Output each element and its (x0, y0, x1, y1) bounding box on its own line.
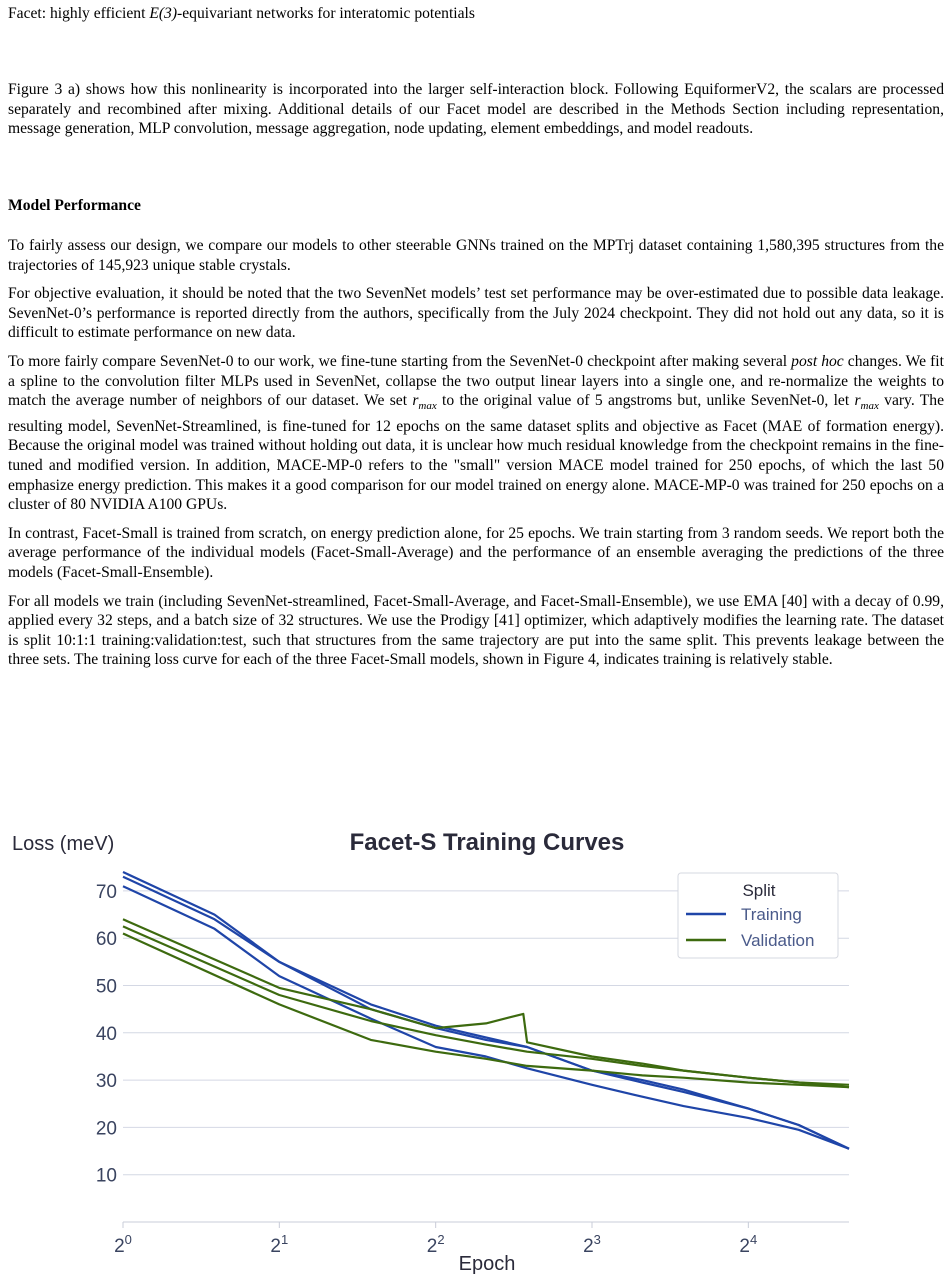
chart-title: Facet-S Training Curves (349, 829, 625, 856)
x-tick-label: $2^0$ (114, 1232, 132, 1257)
math-symbol: r (854, 392, 861, 410)
paragraph: For objective evaluation, it should be noted that the two SevenNet models’ test set performance may be over-estimated due to possible data leakage. SevenNet-0’s performance is reported directly from the authors, specifically from the July 2024 checkpoint. They did not hold out any data, so it is difficult to estimate performance on new data. (8, 285, 944, 342)
running-head-text-end: -equivariant networks for interatomic potentials (177, 5, 475, 22)
legend-label-validation: Validation (741, 931, 815, 950)
text-run: changes. We fit a spline to the convolution filter MLPs used in SevenNet, collapse the two output linear layers into a single one, and re-normalize the weights to match the average number of neighbors of our dataset. We set (8, 352, 944, 410)
y-tick-label: 20 (95, 1118, 117, 1140)
legend (678, 873, 838, 958)
y-tick-label: 10 (95, 1165, 117, 1187)
paragraph: Figure 3 a) shows how this nonlinearity is incorporated into the larger self-interaction block. Following EquiformerV2, the scalars are processed separately and recombined after mixing. Additional details of our Facet model are described in the Methods Section including representation, message generation, MLP convolution, message aggregation, node updating, element embeddings, and model readouts. (8, 81, 944, 138)
paragraph: In contrast, Facet-Small is trained from scratch, on energy prediction alone, for 25 epochs. We train starting from 3 random seeds. We report both the average performance of the individual models (Facet-Small-Average) and the performance of an ensemble averaging the predictions of the three models (Facet-Small-Ensemble). (8, 524, 944, 582)
legend-label-training: Training (741, 905, 802, 924)
section-heading: Model Performance (8, 197, 141, 214)
paragraph: To fairly assess our design, we compare our models to other steerable GNNs trained on the MPTrj dataset containing 1,580,395 structures from the trajectories of 145,923 unique stable crystals. (8, 237, 944, 274)
text-run: to the original value of 5 angstroms but, unlike SevenNet-0, let (436, 392, 855, 410)
y-tick-label: 50 (95, 976, 117, 998)
y-tick-label: 60 (95, 929, 117, 951)
y-tick-label: 70 (95, 881, 117, 903)
text-run: vary. The resulting model, SevenNet-Streamlined, is fine-tuned for 12 epochs on the same dataset splits and objective as Facet (MAE of formation energy). Because the original model was trained without holding out data, it is unclear how much residual knowledge from the checkpoint remains in the fine-tuned and modified version. In addition, MACE-MP-0 refers to the "small" version MACE model trained for 250 epochs, of which the last 50 emphasize energy prediction. This makes it a good comparison for our model trained on energy alone. MACE-MP-0 was trained for 250 epochs on a cluster of 80 NVIDIA A100 GPUs. (8, 392, 944, 514)
running-head-math: E(3) (149, 5, 178, 22)
training-curves-figure (0, 822, 952, 1282)
text-emphasis: post hoc (791, 352, 844, 370)
intro-text (8, 80, 944, 148)
y-tick-label: 30 (95, 1071, 117, 1093)
math-symbol: r (412, 392, 419, 410)
x-axis-label: Epoch (458, 1253, 516, 1275)
x-tick-label: $2^4$ (739, 1232, 758, 1257)
chart-svg (0, 822, 952, 1277)
paragraph: For all models we train (including SevenNet-streamlined, Facet-Small-Average, and Facet-Small-Ensemble), we use EMA [40] with a decay of 0.99, applied every 32 steps, and a batch size of 32 structures. We use the Prodigy [41] optimizer, which adaptively modifies the learning rate. The dataset is split 10:1:1 training:validation:test, such that structures from the same trajectory are put into the same split. This prevents leakage between the three sets. The training loss curve for each of the three Facet-Small models, shown in Figure 4, indicates training is relatively stable. (8, 592, 944, 669)
running-head-text: Facet: highly efficient (8, 5, 150, 22)
math-subscript: max (418, 400, 437, 413)
math-subscript: max (860, 400, 879, 413)
y-tick-label: 40 (95, 1023, 117, 1045)
x-tick-label: $2^3$ (583, 1232, 601, 1257)
legend-title: Split (742, 881, 776, 900)
x-tick-label: $2^1$ (270, 1232, 289, 1257)
paragraph (8, 352, 944, 515)
section-body (8, 236, 944, 679)
y-axis-label: Loss (meV) (12, 833, 115, 855)
running-head (8, 5, 475, 23)
x-tick-label: $2^2$ (426, 1232, 445, 1257)
text-run: To more fairly compare SevenNet-0 to our work, we fine-tune starting from the SevenNet-0 checkpoint after making several (8, 352, 792, 370)
